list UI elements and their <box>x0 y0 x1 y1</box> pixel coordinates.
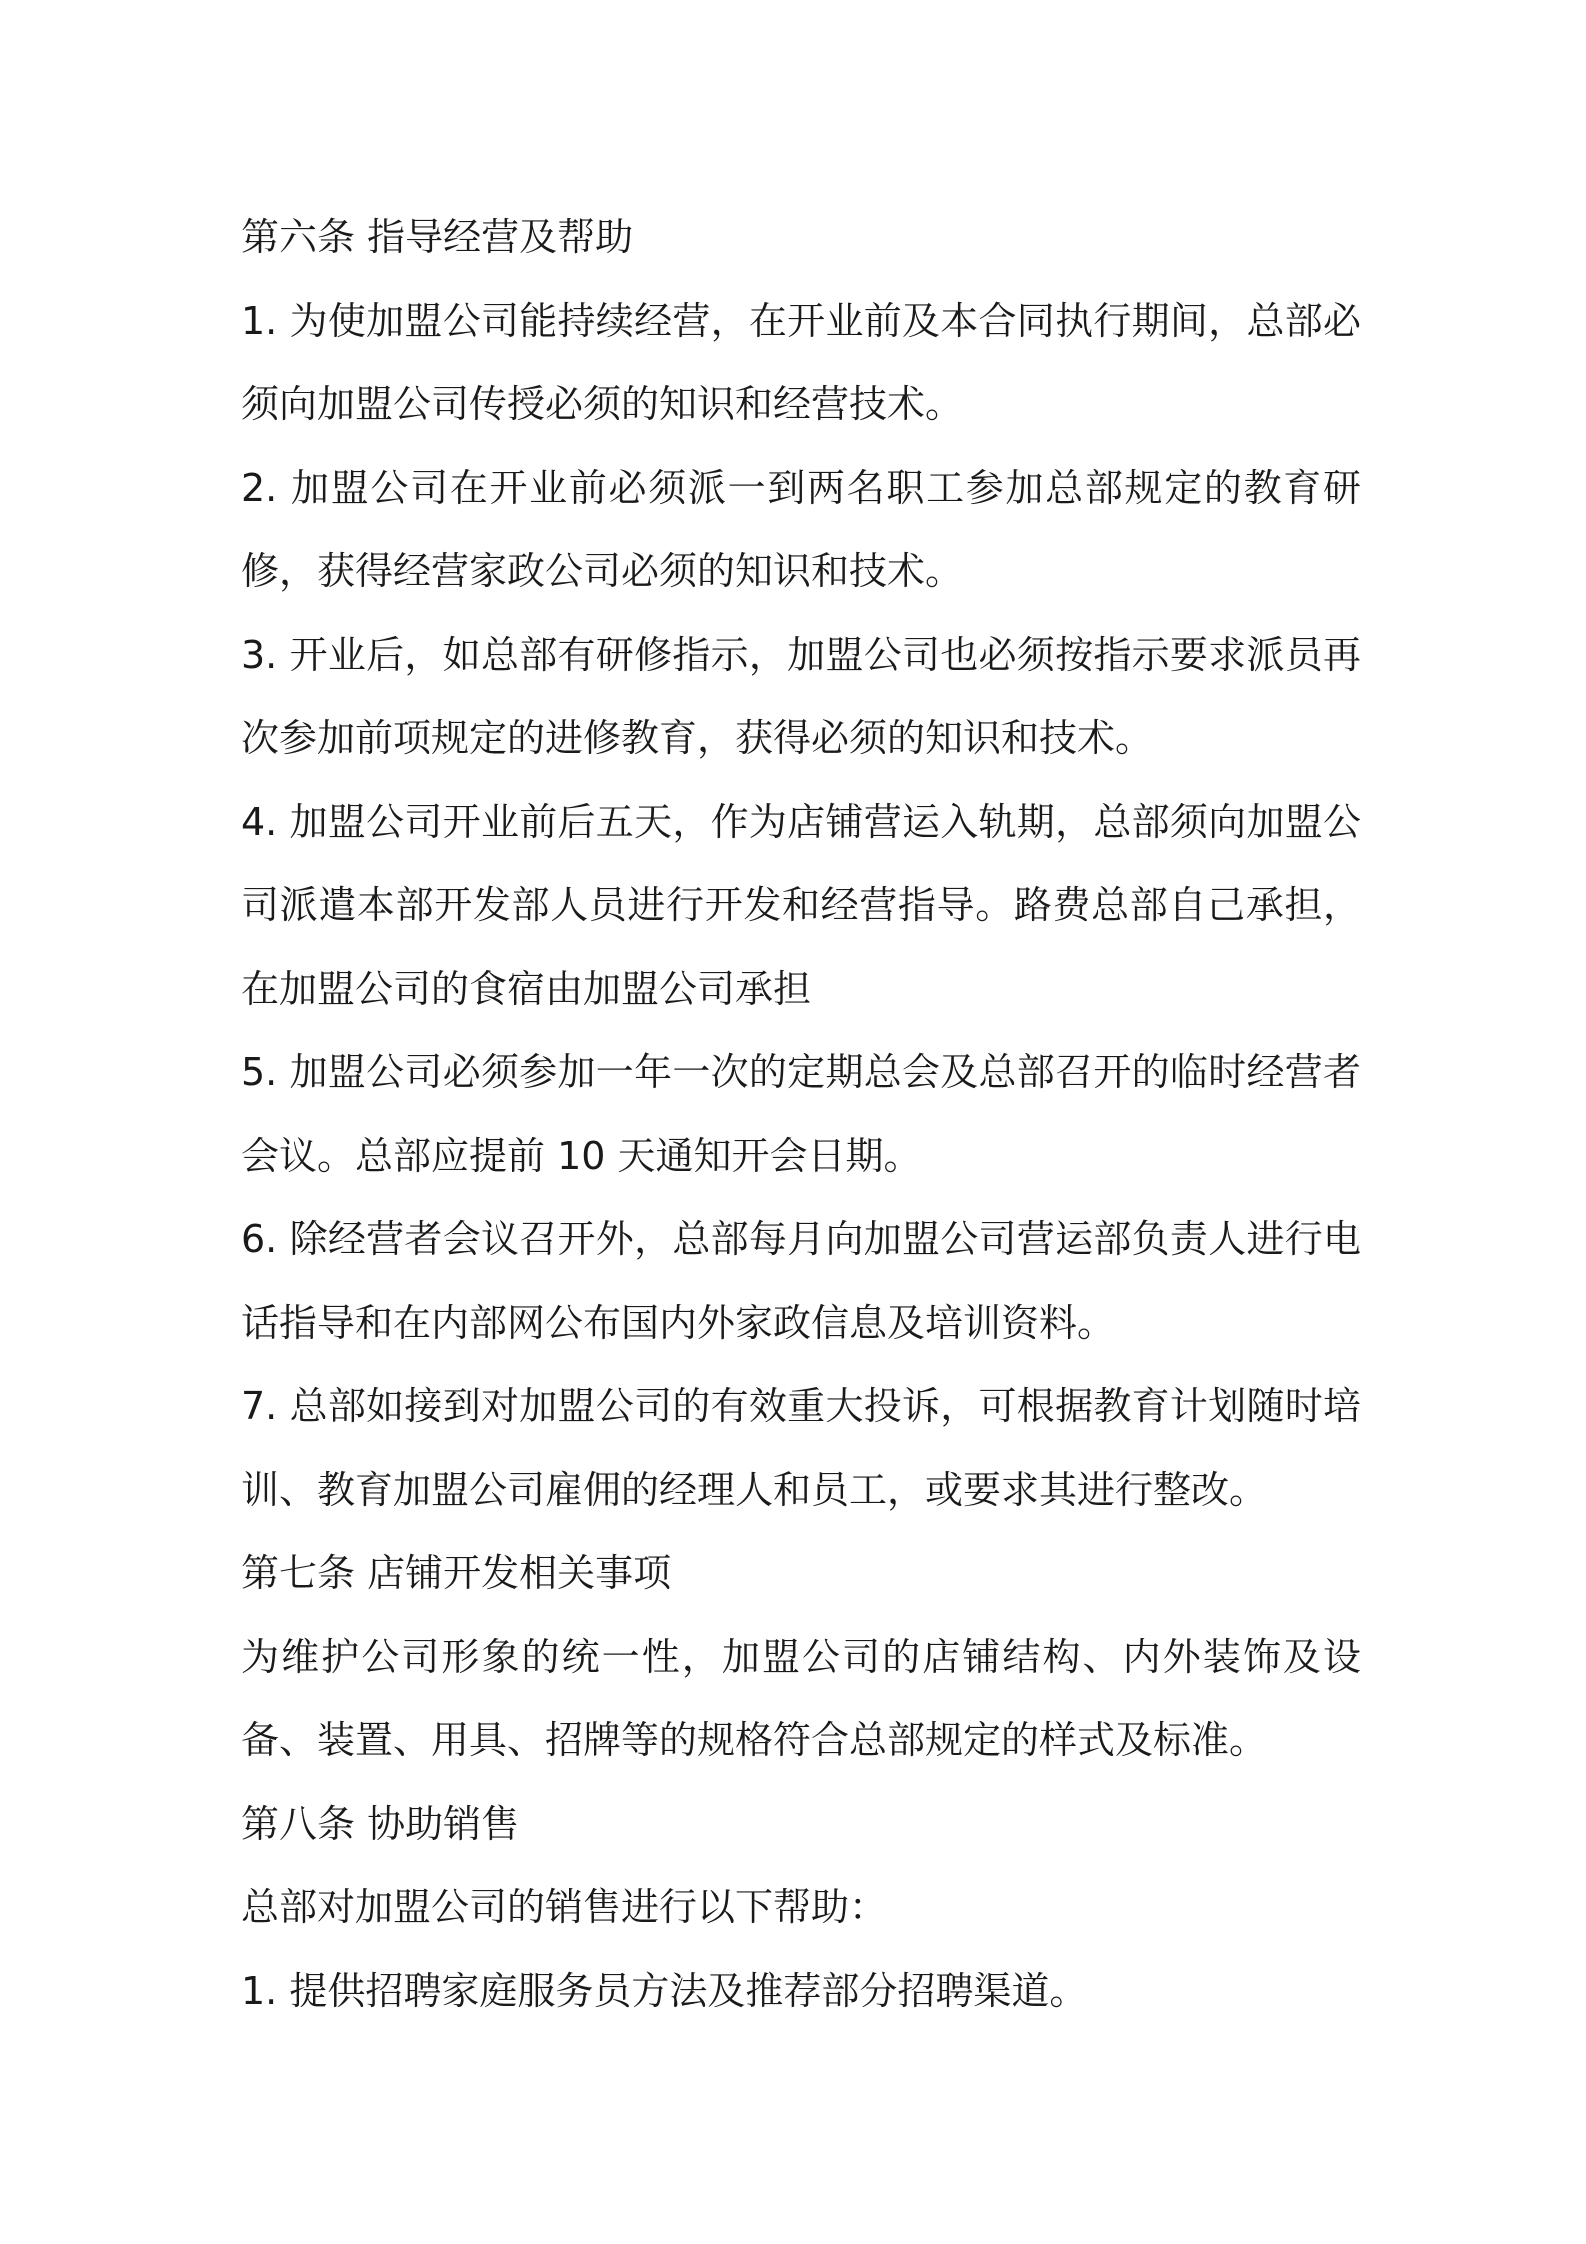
article-6-item-7: 7. 总部如接到对加盟公司的有效重大投诉，可根据教育计划随时培训、教育加盟公司雇佣的经理人和员工，或要求其进行整改。 <box>241 1384 1361 1512</box>
article-8-item-1: 1. 提供招聘家庭服务员方法及推荐部分招聘渠道。 <box>241 1968 1088 2013</box>
article-6-item-1: 1. 为使加盟公司能持续经营，在开业前及本合同执行期间，总部必须向加盟公司传授必须的知识和经营技术。 <box>241 298 1361 426</box>
article-8-intro: 总部对加盟公司的销售进行以下帮助： <box>241 1885 888 1929</box>
article-6-heading: 第六条 指导经营及帮助 <box>241 215 634 259</box>
article-6-item-6: 6. 除经营者会议召开外，总部每月向加盟公司营运部负责人进行电话指导和在内部网公布国内外家政信息及培训资料。 <box>241 1217 1361 1345</box>
article-7-heading: 第七条 店铺开发相关事项 <box>241 1551 672 1595</box>
article-6-item-3: 3. 开业后，如总部有研修指示，加盟公司也必须按指示要求派员再次参加前项规定的进修教育，获得必须的知识和技术。 <box>241 632 1361 760</box>
article-6-item-4: 4. 加盟公司开业前后五天，作为店铺营运入轨期，总部须向加盟公司派遣本部开发部人员进行开发和经营指导。路费总部自己承担，在加盟公司的食宿由加盟公司承担 <box>241 799 1361 1011</box>
article-6-item-2: 2. 加盟公司在开业前必须派一到两名职工参加总部规定的教育研修，获得经营家政公司必须的知识和技术。 <box>241 465 1361 593</box>
article-6-item-5: 5. 加盟公司必须参加一年一次的定期总会及总部召开的临时经营者会议。总部应提前 10 天通知开会日期。 <box>241 1050 1361 1178</box>
article-8-heading: 第八条 协助销售 <box>241 1801 520 1846</box>
article-7-body: 为维护公司形象的统一性，加盟公司的店铺结构、内外装饰及设备、装置、用具、招牌等的规格符合总部规定的样式及标准。 <box>241 1634 1361 1762</box>
document-body <box>241 196 1361 2033</box>
